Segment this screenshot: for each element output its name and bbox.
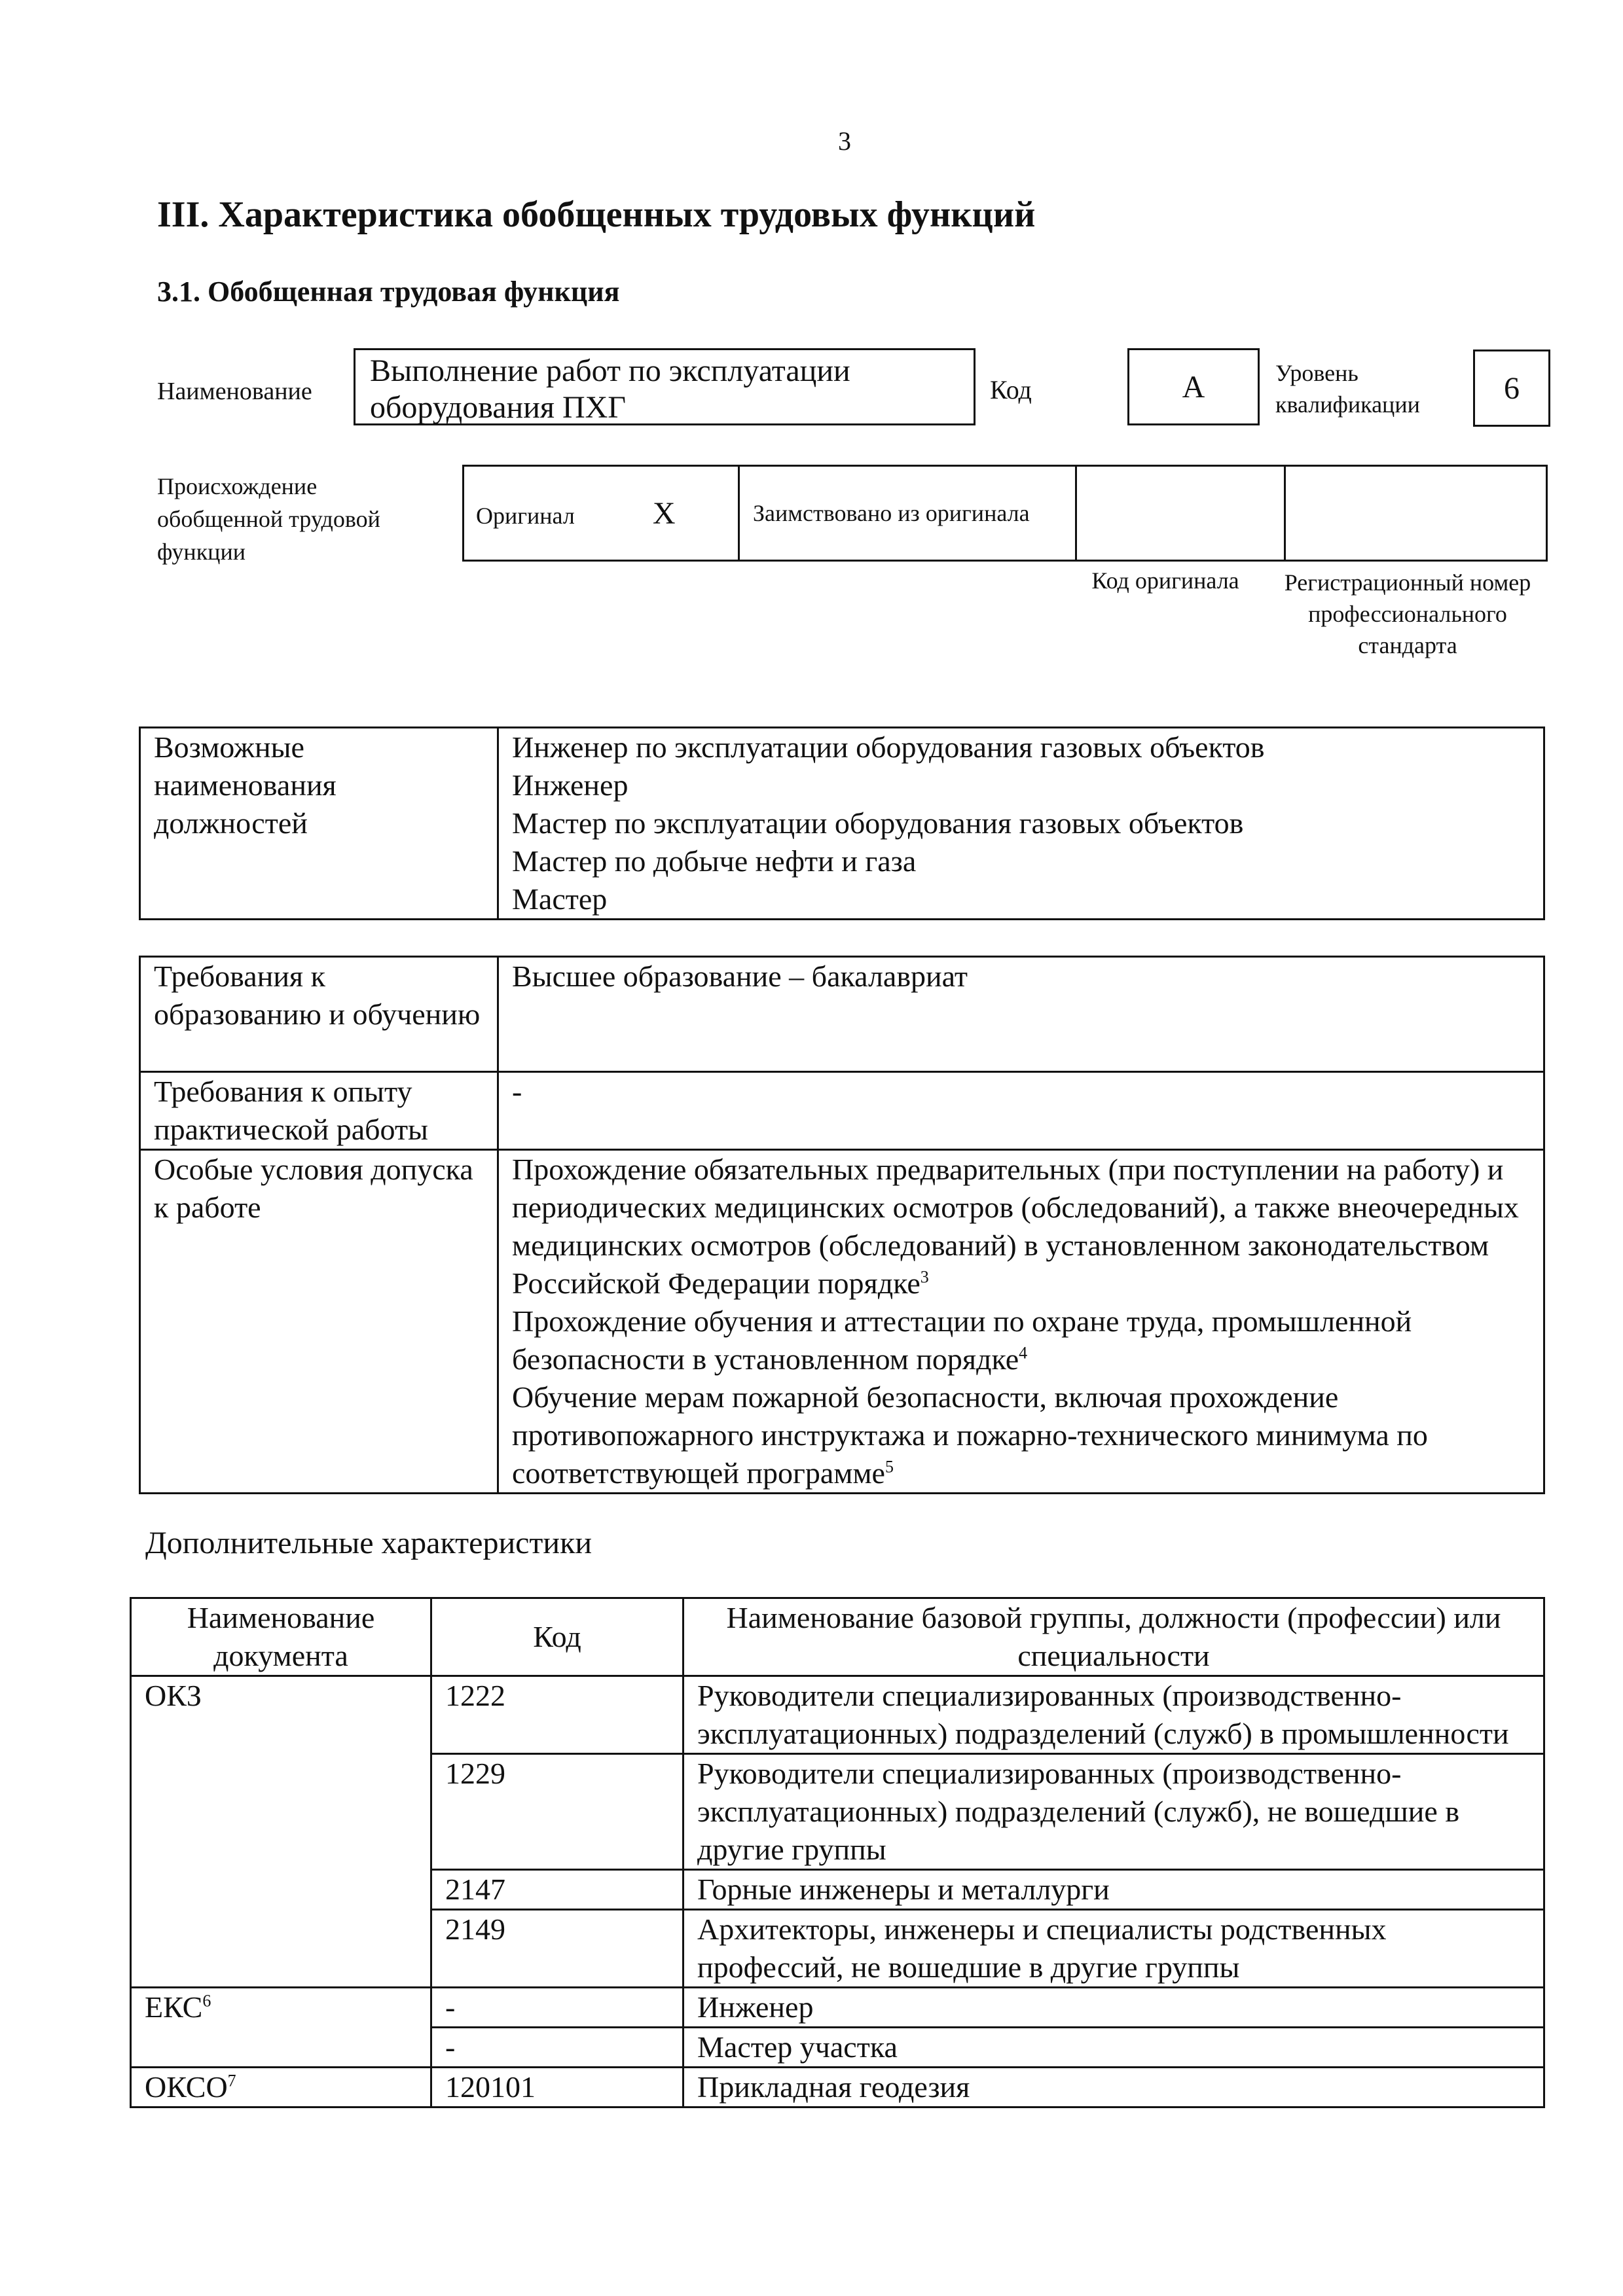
doc-cell <box>131 1988 431 2068</box>
footnote-ref: 5 <box>884 1457 894 1477</box>
name-value-box <box>354 348 976 425</box>
code-cell: - <box>431 2028 684 2068</box>
doc-name: ОКЗ <box>145 1679 202 1712</box>
footnote-ref: 7 <box>227 2071 236 2090</box>
special-item: Прохождение обязательных предварительных (при поступлении на работу) и периодических медицинских осмотров (обследований), а также внеочередных медицинских осмотров (обследований) в установленном законодательством Российской Федерации порядке$^3$ <box>512 1153 1519 1300</box>
borrowed-cell <box>739 466 1076 561</box>
original-cell <box>464 466 739 561</box>
name-value: Выполнение работ по эксплуатации оборудования ПХГ <box>370 353 850 425</box>
footnote-ref: 6 <box>202 1991 211 2011</box>
code-cell: 2149 <box>431 1910 684 1988</box>
original-label: Оригинал <box>476 502 575 529</box>
positions-label: Возможные наименования должностей <box>154 730 337 840</box>
education-label-cell <box>140 957 498 1072</box>
code-original-label: Код оригинала <box>1091 567 1239 594</box>
code-cell: 2147 <box>431 1870 684 1910</box>
positions-values-cell <box>498 728 1544 920</box>
borrowed-label: Заимствовано из оригинала <box>753 500 1030 526</box>
special-values-cell <box>498 1150 1544 1494</box>
name-cell: Горные инженеры и металлурги <box>684 1870 1544 1910</box>
position-item: Инженер <box>512 768 629 802</box>
experience-value: - <box>512 1075 522 1108</box>
doc-name: ЕКС <box>145 1990 203 2024</box>
education-value: Высшее образование – бакалавриат <box>512 960 968 993</box>
level-value: 6 <box>1504 370 1520 406</box>
header-name: Наименование базовой группы, должности (профессии) или специальности <box>684 1598 1544 1676</box>
doc-cell <box>131 2068 431 2108</box>
experience-value-cell <box>498 1072 1544 1150</box>
subsection-title: 3.1. Обобщенная трудовая функция <box>157 276 620 308</box>
special-label: Особые условия допуска к работе <box>154 1153 473 1224</box>
reg-number-cell <box>1285 466 1547 561</box>
doc-cell <box>131 1676 431 1988</box>
code-cell: 1229 <box>431 1754 684 1870</box>
code-original-cell <box>1076 466 1285 561</box>
code-cell: - <box>431 1988 684 2028</box>
code-value-box <box>1127 348 1260 425</box>
additional-title: Дополнительные характеристики <box>145 1526 593 1560</box>
special-item: Прохождение обучения и аттестации по охране труда, промышленной безопасности в установленном порядке$^4$ <box>512 1304 1412 1376</box>
requirements-table <box>139 956 1545 1494</box>
level-label: Уровень квалификации <box>1275 360 1420 418</box>
original-mark: X <box>652 495 676 531</box>
page-number: 3 <box>838 126 851 156</box>
footnote-ref: 3 <box>920 1267 929 1287</box>
section-title: III. Характеристика обобщенных трудовых функций <box>157 194 1036 235</box>
code-value: А <box>1182 369 1205 404</box>
level-value-box <box>1473 350 1550 427</box>
name-label: Наименование <box>157 378 312 405</box>
origin-table <box>462 465 1548 562</box>
name-cell: Руководители специализированных (производственно-эксплуатационных) подразделений (служб) в промышленности <box>684 1676 1544 1754</box>
code-cell: 1222 <box>431 1676 684 1754</box>
code-cell: 120101 <box>431 2068 684 2108</box>
reg-number-label: Регистрационный номер профессионального стандарта <box>1284 569 1531 658</box>
name-cell: Инженер <box>684 1988 1544 2028</box>
positions-label-cell <box>140 728 498 920</box>
positions-table <box>139 726 1545 920</box>
additional-table <box>130 1597 1545 2108</box>
doc-name: ОКСО <box>145 2070 228 2104</box>
experience-label: Требования к опыту практической работы <box>154 1075 428 1146</box>
name-cell: Мастер участка <box>684 2028 1544 2068</box>
name-cell: Архитекторы, инженеры и специалисты родственных профессий, не вошедшие в другие группы <box>684 1910 1544 1988</box>
special-item: Обучение мерам пожарной безопасности, включая прохождение противопожарного инструктажа и пожарно-технического минимума по соответствующей программе$^5$ <box>512 1380 1428 1490</box>
position-item: Мастер по добыче нефти и газа <box>512 844 917 878</box>
code-label: Код <box>990 375 1032 404</box>
education-value-cell <box>498 957 1544 1072</box>
name-cell: Руководители специализированных (производственно-эксплуатационных) подразделений (служб), не вошедшие в другие группы <box>684 1754 1544 1870</box>
experience-label-cell <box>140 1072 498 1150</box>
special-label-cell <box>140 1150 498 1494</box>
name-cell: Прикладная геодезия <box>684 2068 1544 2108</box>
position-item: Мастер <box>512 882 608 916</box>
header-doc: Наименование документа <box>131 1598 431 1676</box>
origin-label: Происхождение обобщенной трудовой функции <box>157 473 380 565</box>
header-code: Код <box>431 1598 684 1676</box>
position-item: Инженер по эксплуатации оборудования газовых объектов <box>512 730 1265 764</box>
education-label: Требования к образованию и обучению <box>154 960 481 1031</box>
position-item: Мастер по эксплуатации оборудования газовых объектов <box>512 806 1244 840</box>
footnote-ref: 4 <box>1019 1343 1028 1363</box>
